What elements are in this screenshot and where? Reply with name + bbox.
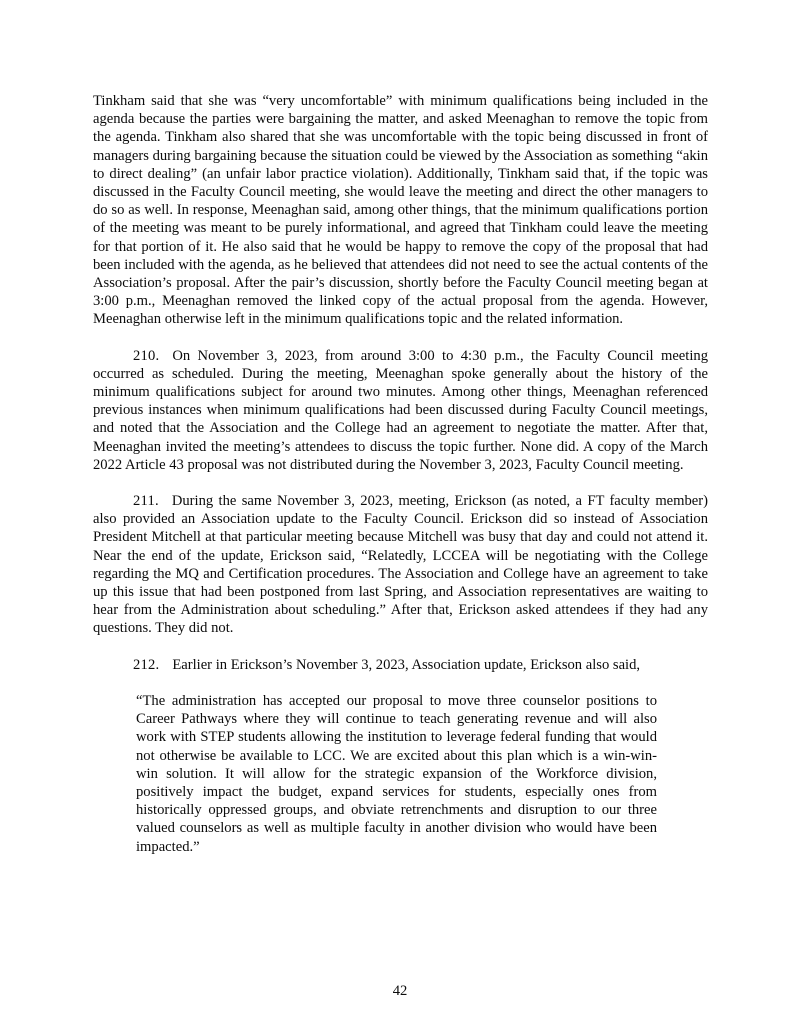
paragraph-211-text: During the same November 3, 2023, meeting, Erickson (as noted, a FT faculty member) also provided an Association update to the Faculty Council. Erickson did so instead of Association President Mitchell at that particular meeting because Mitchell was busy that day and could not attend it. Near the end of the update, Erickson said, “Relatedly, LCCEA will be negotiating with the College regarding the MQ and Certification procedures. The Association and College have an agreement to take up this issue that had been postponed from last Spring, and Association representatives are waiting to hear from the Administration about scheduling.” After that, Erickson asked attendees if they had any questions. They did not. bbox=[93, 493, 708, 637]
paragraph-210 bbox=[93, 347, 708, 474]
paragraph-209-continuation: Tinkham said that she was “very uncomfortable” with minimum qualifications being included in the agenda because the parties were bargaining the matter, and asked Meenaghan to remove the topic from the agenda. Tinkham also shared that she was uncomfortable with the topic being discussed in front of managers during bargaining because the situation could be viewed by the Association as something “akin to direct dealing” (an unfair labor practice violation). Additionally, Tinkham said that, if the topic was discussed in the Faculty Council meeting, she would leave the meeting and direct the other managers to do so as well. In response, Meenaghan said, among other things, that the minimum qualifications portion of the meeting was meant to be purely informational, and agreed that Tinkham could leave the meeting for that portion of it. He also said that he would be happy to remove the copy of the proposal that had been included with the agenda, as he believed that attendees did not need to see the actual contents of the Association’s proposal. After the pair’s discussion, shortly before the Faculty Council meeting began at 3:00 p.m., Meenaghan removed the linked copy of the actual proposal from the agenda. However, Meenaghan otherwise left in the minimum qualifications topic and the related information. bbox=[93, 93, 708, 328]
paragraph-210-text: On November 3, 2023, from around 3:00 to 4:30 p.m., the Faculty Council meeting occurred as scheduled. During the meeting, Meenaghan spoke generally about the history of the minimum qualifications subject for around two minutes. Among other things, Meenaghan referenced previous instances when minimum qualifications had been discussed during Faculty Council meetings, and noted that the Association and the College had an agreement to negotiate the matter. After that, Meenaghan invited the meeting’s attendees to discuss the topic further. None did. A copy of the March 2022 Article 43 proposal was not distributed during the November 3, 2023, Faculty Council meeting. bbox=[93, 347, 708, 473]
block-quote: “The administration has accepted our proposal to move three counselor positions to Career Pathways where they will continue to teach generating revenue and will also work with STEP students allowing the institution to leverage federal funding that would not otherwise be available to LCC. We are excited about this plan which is a win-win-win solution. It will allow for the strategic expansion of the Workforce division, positively impact the budget, expand services for students, especially ones from historically oppressed groups, and obviate retrenchments and disruption to our three valued counselors as well as multiple faculty in another division who would have been impacted.” bbox=[136, 692, 657, 855]
paragraph-211 bbox=[93, 492, 708, 638]
paragraph-212 bbox=[93, 656, 708, 674]
paragraph-212-text: Earlier in Erickson’s November 3, 2023, Association update, Erickson also said, bbox=[172, 656, 641, 673]
paragraph-210-number: 210. bbox=[133, 347, 160, 364]
page-content bbox=[93, 92, 708, 856]
page-number: 42 bbox=[392, 983, 408, 999]
paragraph-211-number: 211. bbox=[133, 493, 159, 510]
paragraph-212-number: 212. bbox=[133, 656, 160, 673]
